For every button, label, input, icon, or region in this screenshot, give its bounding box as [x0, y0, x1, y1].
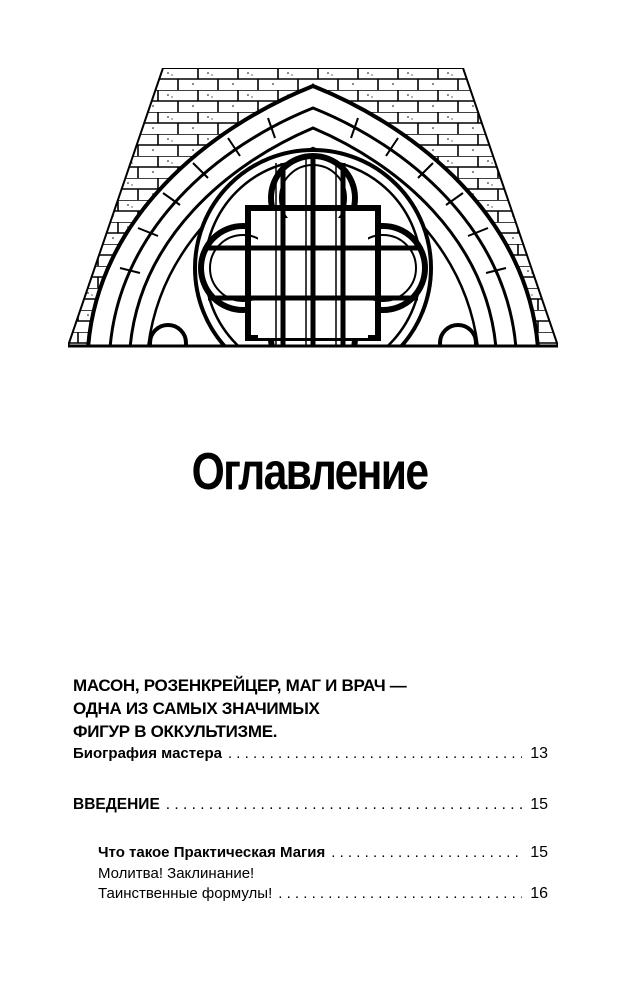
toc-leader-dots [278, 885, 522, 902]
gothic-window-illustration [68, 68, 558, 348]
toc-leader-dots [166, 796, 522, 814]
toc-page-number: 13 [530, 745, 548, 762]
toc-entry-introduction[interactable] [73, 796, 548, 814]
page-title: Оглавление [191, 443, 428, 501]
toc-entry-label: ВВЕДЕНИЕ [73, 796, 160, 813]
toc-entry-prayer-line: Молитва! Заклинание! [98, 865, 255, 882]
toc-page-number: 15 [530, 844, 548, 861]
section-heading [73, 674, 553, 743]
toc-entry-formulas[interactable] [98, 885, 548, 903]
toc-entry-label: Таинственные формулы! [98, 885, 273, 902]
toc-leader-dots [331, 844, 522, 861]
toc-entry-practical-magic[interactable] [98, 844, 548, 862]
toc-page-number: 16 [530, 885, 548, 902]
toc-entry-label: Что такое Практическая Магия [98, 844, 326, 861]
brick-wall [68, 68, 558, 348]
toc-entry-label: Биография мастера [73, 745, 222, 762]
toc-entry-biography[interactable] [73, 745, 548, 763]
toc-leader-dots [228, 745, 522, 762]
section-heading-line-1: МАСОН, РОЗЕНКРЕЙЦЕР, МАГ И ВРАЧ — [73, 676, 407, 695]
section-heading-line-3: ФИГУР В ОККУЛЬТИЗМЕ. [73, 722, 278, 741]
section-heading-line-2: ОДНА ИЗ САМЫХ ЗНАЧИМЫХ [73, 699, 320, 718]
toc-page-number: 15 [530, 796, 548, 813]
